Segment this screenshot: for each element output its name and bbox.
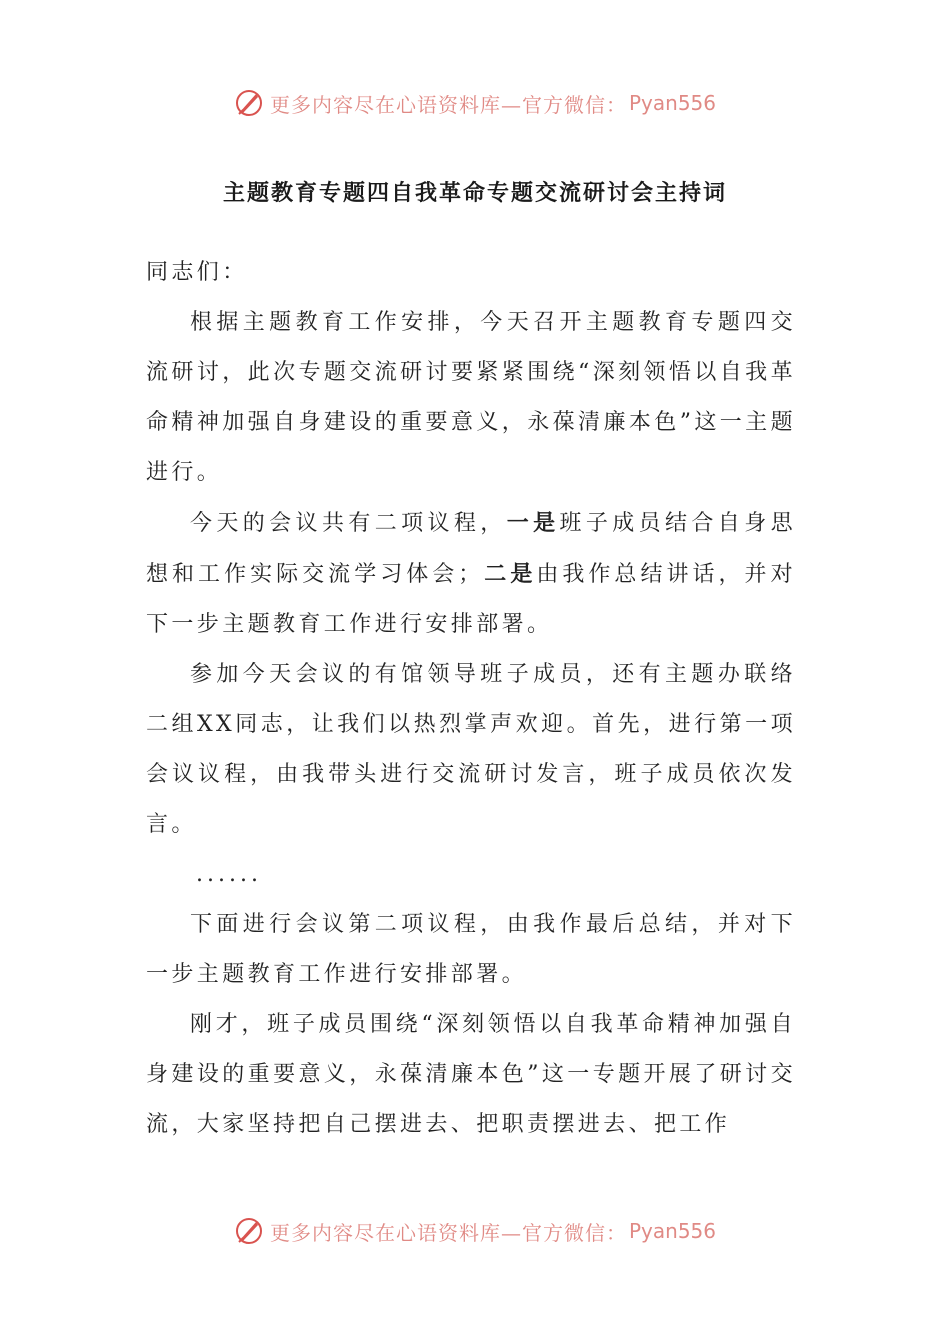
footer-wechat-id: Pyan556: [628, 1219, 716, 1243]
paragraph-2-text-a: 今天的会议共有二项议程，: [190, 511, 507, 536]
paragraph-2: [146, 498, 796, 650]
ellipsis: ......: [196, 862, 262, 887]
paragraph-4: 下面进行会议第二项议程，由我作最后总结，并对下一步主题教育工作进行安排部署。: [146, 912, 796, 987]
paragraph-2-text-c: 班子成员结合自身思想和工作实际交流学习体会；: [146, 511, 796, 587]
paragraph-5: 刚才，班子成员围绕“深刻领悟以自我革命精神加强自身建设的重要意义，永葆清廉本色”这一专题开展了研讨交流，大家坚持把自己摆进去、把职责摆进去、把工作: [146, 1012, 796, 1137]
quill-logo-icon: [234, 1216, 264, 1246]
agenda-item-1-marker: 一是: [506, 510, 560, 536]
paragraph-3: 参加今天会议的有馆领导班子成员，还有主题办联络二组XX同志，让我们以热烈掌声欢迎。首先，进行第一项会议议程，由我带头进行交流研讨发言，班子成员依次发言。: [146, 662, 796, 837]
banner-site-text: 更多内容尽在心语资料库—官方微信：: [269, 92, 627, 117]
header-banner: [0, 83, 950, 123]
footer-banner: [0, 1211, 950, 1251]
agenda-item-2-marker: 二是: [483, 561, 537, 587]
document-body: [146, 248, 796, 1150]
footer-site-text: 更多内容尽在心语资料库—官方微信：: [269, 1220, 627, 1245]
salutation: 同志们：: [146, 260, 248, 285]
paragraph-2-text-e: 由我作总结讲话，并对下一步主题教育工作进行安排部署。: [146, 562, 796, 637]
banner-wechat-id: Pyan556: [628, 91, 716, 115]
paragraph-1: 根据主题教育工作安排，今天召开主题教育专题四交流研讨，此次专题交流研讨要紧紧围绕“深刻领悟以自我革命精神加强自身建设的重要意义，永葆清廉本色”这一主题进行。: [146, 310, 796, 485]
document-title: 主题教育专题四自我革命专题交流研讨会主持词: [222, 180, 727, 206]
quill-logo-icon: [234, 88, 264, 118]
